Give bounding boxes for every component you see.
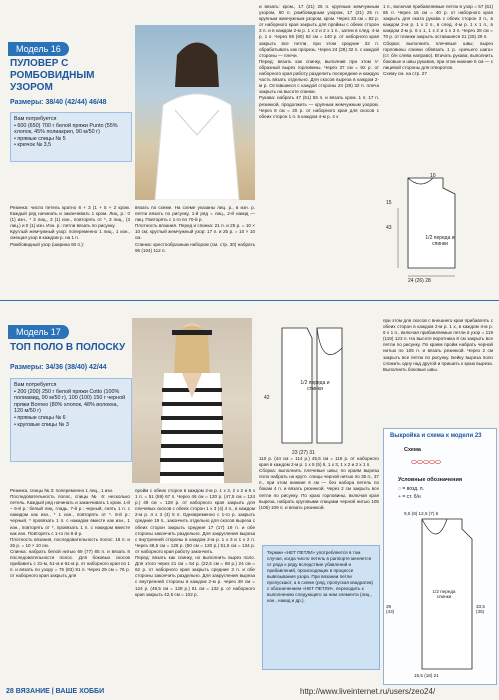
model-16-materials: [10, 112, 132, 162]
chain-stitch-scheme: [394, 453, 484, 471]
model-16-text-col4: 1 п., включая прибавляемые петли в узор = 57 (61) 65 п. Через 16 см = 40 р. от наборного края закрыть для оката рукава с обеих сторон 3 п., в каждом 2-м р. 1 х 2 п., в след. 4-м р. 1 х 1 п., в каждом 2-м р. 6 х 1, 1 х 2 и 1 х 3 п. Через 28 см = 70 р. от планки закрыть оставшиеся 21 (25) 29 п. Сборка: выполнить плечевые швы; вырез горловины спинки обвязать 1 р. «рачьего шага» (ст. б/н слева направо). Втачать рукава; выполнить боковые и швы рукавов, при этом нижние 6 см — с лицевой стороны для отворотов. Схему см. на стр. 27: [383, 4, 493, 77]
diagram-16-height2-label: 15: [386, 200, 392, 206]
woman-striped-top-illustration: [132, 318, 252, 483]
legend-air-loop-text: = возд. п.: [402, 486, 425, 492]
legend-single-crochet: + = ст. б/н: [398, 494, 421, 500]
source-url[interactable]: http://www.liveinternet.ru/users/zeo24/: [300, 687, 436, 696]
model-17-sizes: Размеры: 34/36 (38/40) 42/44: [10, 364, 107, 371]
model-17-tag: Модель 17: [8, 325, 69, 339]
diagram-16-height-label: 43: [386, 225, 392, 231]
legend-single-crochet-text: = ст. б/н: [402, 494, 421, 500]
model-17-text-col1: Резинка, спицы № 3: попеременно 1 лиц., 1 изн. Последовательность полос, спицы № 6: несколько петель. Каждый ряд начинать и заканчивать 1 кром. 1-й – 6-й р.: белый лиц. гладь. 7-й р.: черный, снять 1 п. с накидом как изн., * 1 изн., повторять от *. 8-й р.: черный, * провязать 1 п. с накидом вместе как изн., 1 изн., повторять от *, провязать 1 п. с накидом вместе как изн. Повторять с 1-го по 8-й р. Плотность вязания, последовательность полос: 18 п. и 26 р. = 10 × 10 см. Спинка: набрать белой нитью 69 (77) 85 п. и вязать 8 последовательности полос. Для боковых скосов прибавить с 31-м, 51-м и 61-м р. от наборного края по 1 п. и вязать по узору = 75 (83) 91 п. Через 29 см = 76 р. от наборного края закрыть для: [10, 488, 130, 579]
diagram-23-bottom-label: 15,5 (18) 21: [414, 673, 439, 678]
model-16-text-col2: вязать по схеме. На схеме указаны лиц. р., в изн. р. петли вязать по рисунку, 1-й ряд = лиц., 2-й накид — лиц. Повторять с 1-го по 70-й р. Плотность вязания. Перед и спинка: 21 п. и 25 р. = 10 × 10 см; круглый жемчужный узор: 17 п. и 25 р. = 10 × 10 см. Спинка: крестообразным набором (см. стр. 30) набрать 96 (104) 112 п.: [135, 205, 255, 253]
model-17-text-col4: при этом для скосов с внешнего края прибавлять с обеих сторон в каждом 2-м р. 1 х, в каждом 4-м р. 6 х 1 п., включая прибавляемые петли в узор = 119 (119) 123 п. На высоте воротника 8 см закрыть все петли по рисунку. По краям пройм набрать черной нитью по 105 п. и вязать резинкой. Через 2 см закрыть все петли по рисунку. Бейку выреза поло сложить одну над другой и пришить к краю выреза. Выполнить боковые швы.: [383, 318, 493, 372]
diagram-16-top-label: 10: [430, 173, 436, 179]
diagram-23-left-label: 39 (43): [386, 604, 395, 614]
materials-text: Вам потребуется • 200 (200) 250 г белой пряжи Cotto (100% полиамид, 90 м/50 г), 100 (100) 150 г черной пряжи Borneo (80% хлопок, 48% волокна, 120 м/50 г) • прямые спицы № 6 • круговые спицы № 3: [14, 382, 126, 428]
model-23-diagram-panel: [383, 428, 497, 685]
model-16-tag: Модель 16: [8, 42, 69, 56]
model-17-photo: [132, 318, 252, 483]
model-17-text-col3: 110 р. (44 см = 114 р.) 45,5 см = 118 р. от наборного края в каждом 2-м р. 1 х 5 (5) 6, 1 х 3, 1 х 2 и 2 х 1 п. Сборка: выполнить плечевые швы; по краям выреза поло набрать на кругл. спицы черной нитью по 35 п., 37 п., при этом нижние 6 см — без набора петель по бокам 4 п. и вязать резинкой. Через 2 см закрыть все петли по рисунку. По краю горловины, включая края выреза, набрать круговыми спицами черной нитью 105 (105) 109 п. и вязать резинкой.: [259, 456, 379, 510]
diagram-16-width-label: 24 (26) 28: [408, 278, 431, 284]
diagram-16-center-label: 1/2 переда и спинки: [425, 235, 455, 247]
materials-text: Вам потребуется • 600 (650) 700 г белой пряжи Punto (55% хлопок, 45% полиакрил, 90 м/50 г) • прямые спицы № 5 • крючок № 3,5: [14, 116, 118, 149]
model-17-text-col2: пройм с обеих сторон в каждом 2-м р. 1 х 3, 2 х 2 и 5 х 1 п. = 51 (59) 67 п. Через 46 см = 120 р. (47,5 см = 124 р.) 49 см = 128 р. от наборного края закрыть для плечевых скосов с обеих сторон 1 х 3 (4) 4 п., в каждом 2-м р. 4 х 3 (4) 5 п. Одновременно с 1-го р. закрыть средние 19 п., закончить отдельно для скосов выреза с обеих сторон закрыть средние 17 (17) 19 п. и обе стороны закончить раздельно. Для закругления выреза с внутренней стороны в каждом 2-м р. 1 х 3 и 1 х 2 п. Через 48,5 см = 126 р. (50 см = 130 р.) 51,5 см = 134 р. от наборного края работу закончить. Перед: вязать как спинку, но выполнить вырез поло. Для этого через 21 см = 54 р. (22,5 см = 58 р.) 24 см = 62 р. от наборного края закрыть средние 3 п. и обе стороны закончить раздельно. Для закругления выреза с внутренней стороны в каждом 2-м р. через 48 см = 124 р. (49,5 см = 128 р.) 51 см = 132 р. от наборного края закрыть 42,5 см = 102 р.: [135, 488, 255, 597]
model-16-text-col3: и вязать: кром., 17 (21) 25 п. крупным жемчужным узором, 60 п. ромбовидным узором, 17 (21) 25 п. крупным жемчужным узором, кром. Через 33 см = 82 р. от наборного края закрыть для проймы с обеих сторон 3 п. и в каждом 2-м р. 1 х 2 и 2 х 1 п., затем в след. 4-м р. 1 п. Через 58 (60) 62 см = 140 р. от наборного края закрыть все петли, при этом средние 32 п. обрабатывать как прорезь. Через 24 (28) 32 п. с каждой стороны — плечи. Перед: вязать как спинку, выполнив при этом V-образный вырез горловины. Через 37 см = 92 р. от наборного края работу разделить посередине и каждую часть вязать отдельно. Для скосов выреза в каждом 2-м р. Оставшиеся с каждой стороны 24 (28) 32 п. плеча закрыть на высоте спинки. Рукава: набрать 47 (51) 55 п. и вязать кром. 1 п. 17 п. резинкой, продолжить — крупным жемчужным узором. Через 8 см = 20 р. от наборного края для скосов с обеих сторон 1 п. в каждом 4-м р. 4 х: [259, 4, 379, 119]
diagram-17-width-label: 23 (27) 31: [292, 450, 315, 456]
section-divider: [0, 300, 499, 301]
model-16-photo: [135, 25, 255, 200]
scheme-label: Схема: [404, 447, 421, 453]
model-16-pattern-diagram: [383, 168, 493, 288]
model-16-title: ПУЛОВЕР С РОМБОВИДНЫМ УЗОРОМ: [10, 58, 95, 93]
net-petli-info-box: Термин «НЕТ ПЕТЛИ» употребляется в том случае, когда число петель в раппорте меняется от ряда к ряду вследствие убавлений и прибавлений, происходящих в процессе вывязывания узора. При вязании петли пропускают, а в схеме (ряд, пропуская квадратик) с обозначением «НЕТ ПЕТЛИ», переходить к выполнению следующего за ним элемента (лиц., изн., накид и др.).: [262, 545, 380, 670]
model-16-text-col1: Резинка: число петель кратно 6 + 3 (1 + 5 + 2 кром. Каждый ряд начинать и заканчивать 1 кром. Лиц. р.: 0 (1) изн., * 3 лиц., 3 (1) изн., повторять от *, 3 лиц., (3 лиц.) и 0 (1) изн. Изн. р.: петли вязать по рисунку. Круглый жемчужный узор: попеременно 1 лиц., 1 изн., смещая узор в каждом р. на 1 п. Ромбовидный узор (ширина 60 п.):: [10, 205, 130, 247]
diagram-17-center-label: 1/2 переда и спинки: [300, 380, 330, 392]
diagram-17-height-label: 42: [264, 395, 270, 401]
model-17-materials: [10, 378, 132, 462]
diagram-23-top-label: 9,5 (8) 12,5 (7) 6: [404, 511, 439, 516]
striped-top: [160, 373, 224, 483]
legend-air-loop: ○ = возд. п.: [398, 486, 425, 492]
diagram-23-center-label: 1/2 переда спинки: [432, 589, 456, 599]
model-17-title: ТОП ПОЛО В ПОЛОСКУ: [10, 342, 126, 353]
page-footer: 28 ВЯЗАНИЕ | ВАШЕ ХОББИ: [6, 688, 105, 695]
diagram-23-title: Выкройка и схема к модели 23: [390, 433, 482, 439]
model-16-sizes: Размеры: 38/40 (42/44) 46/48: [10, 99, 107, 106]
legend-title: Условные обозначения: [398, 477, 463, 483]
diagram-23-right-label: 33,5 (35): [476, 604, 485, 614]
woman-photo-illustration: [135, 25, 255, 200]
